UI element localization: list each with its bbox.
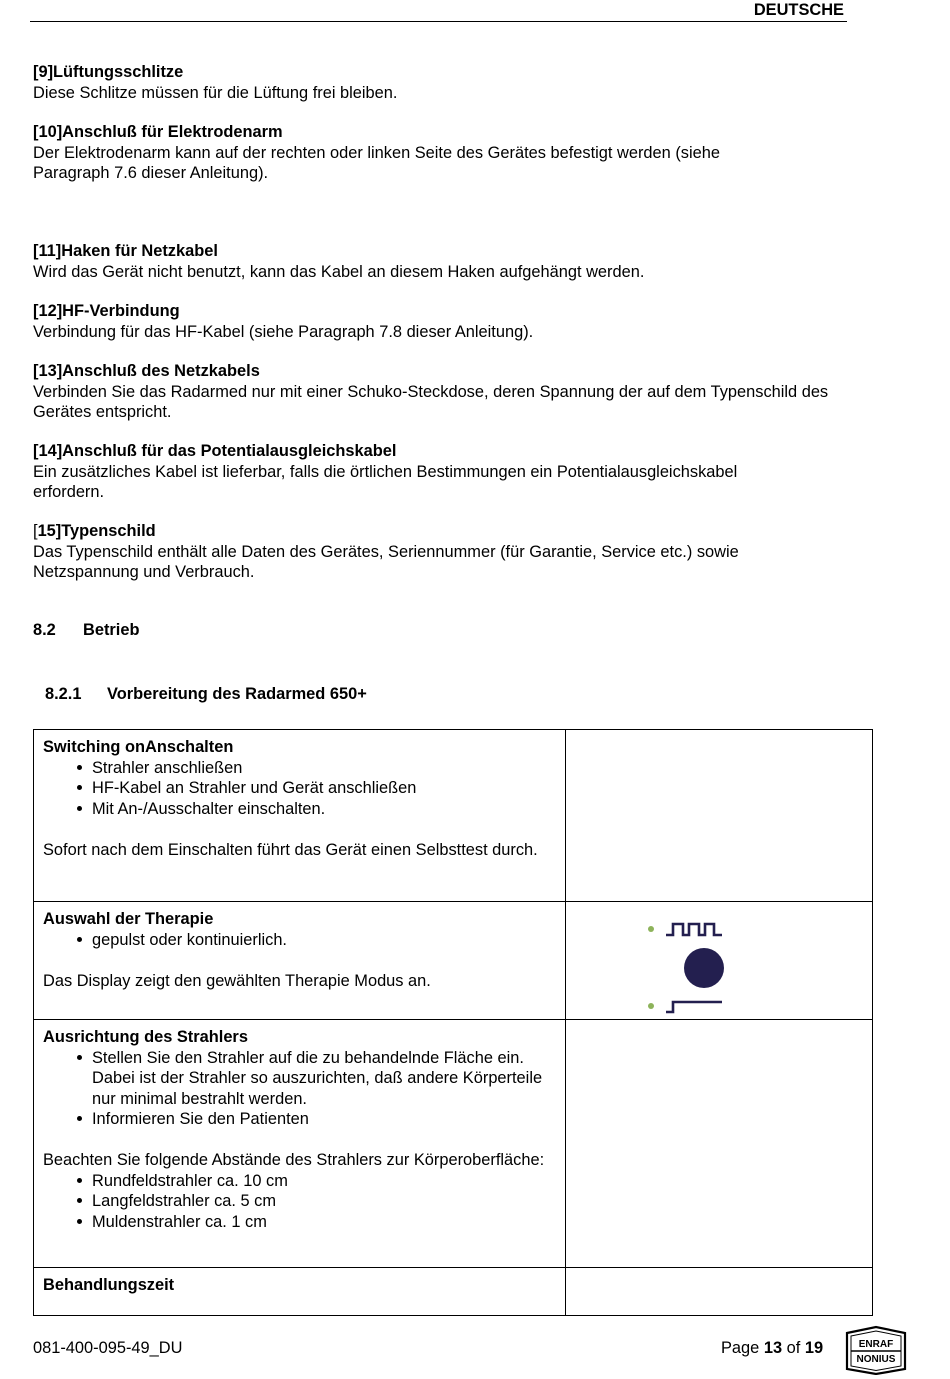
pulsed-indicator-dot: [648, 926, 654, 932]
list-item: Mit An-/Ausschalter einschalten.: [43, 799, 556, 820]
section-text: Ein zusätzliches Kabel ist lieferbar, falls die örtlichen Bestimmungen ein Potentialausgleichskabel erfordern.: [33, 462, 738, 501]
table-cell-image: [566, 1020, 873, 1268]
heading-preparation: [45, 684, 367, 705]
section-text: Das Typenschild enthält alle Daten des Gerätes, Seriennummer (für Garantie, Service etc.) sowie Netzspannung und Verbrauch.: [33, 542, 739, 581]
section-title: [14]Anschluß für das Potentialausgleichskabel: [33, 442, 397, 460]
page-total: 19: [804, 1339, 824, 1357]
section-title: [12]HF-Verbindung: [33, 302, 180, 320]
section-title: [9]Lüftungsschlitze: [33, 63, 184, 81]
table-cell: [34, 1268, 566, 1316]
page-middle: of: [782, 1339, 805, 1357]
logo-line2: NONIUS: [856, 1354, 896, 1365]
section-text: Wird das Gerät nicht benutzt, kann das Kabel an diesem Haken aufgehängt werden.: [33, 262, 645, 281]
row-note: Das Display zeigt den gewählten Therapie Modus an.: [43, 971, 431, 990]
section-electrode-arm: [33, 122, 793, 184]
list-item: HF-Kabel an Strahler und Gerät anschließen: [43, 778, 556, 799]
footer-page-number: [721, 1338, 823, 1359]
section-title-bracket: [: [33, 522, 38, 540]
row-title: Behandlungszeit: [43, 1276, 175, 1294]
section-title: [13]Anschluß des Netzkabels: [33, 362, 260, 380]
heading-number: 8.2.1: [45, 685, 82, 703]
list-item: Muldenstrahler ca. 1 cm: [43, 1212, 556, 1233]
table-row: [34, 1268, 873, 1316]
list-item: Strahler anschließen: [43, 758, 556, 779]
list-item: Rundfeldstrahler ca. 10 cm: [43, 1171, 556, 1192]
row-note: Beachten Sie folgende Abstände des Strahlers zur Körperoberfläche:: [43, 1151, 545, 1169]
enraf-nonius-logo: [843, 1325, 909, 1375]
table-cell-image: [566, 730, 873, 902]
section-text: Der Elektrodenarm kann auf der rechten oder linken Seite des Gerätes befestigt werden (siehe Paragraph 7.6 dieser Anleitung).: [33, 143, 720, 182]
section-text: Verbinden Sie das Radarmed nur mit einer Schuko-Steckdose, deren Spannung der auf dem Typenschild des Gerätes entspricht.: [33, 382, 829, 421]
section-title: [11]Haken für Netzkabel: [33, 242, 218, 260]
table-row: [34, 902, 873, 1020]
instruction-table: [33, 729, 873, 1316]
header-rule: [30, 21, 847, 22]
list-item: Stellen Sie den Strahler auf die zu behandelnde Fläche ein. Dabei ist der Strahler so auszurichten, daß andere Körperteile nur minimal bestrahlt werden.: [43, 1048, 556, 1110]
section-title: [10]Anschluß für Elektrodenarm: [33, 123, 283, 141]
table-cell: [34, 902, 566, 1020]
continuous-wave-icon: [666, 1002, 722, 1012]
section-title-text: 15]Typenschild: [37, 522, 156, 540]
section-type-plate: [33, 521, 793, 583]
heading-number: 8.2: [33, 621, 56, 639]
page-current: 13: [763, 1339, 783, 1357]
row-note: Sofort nach dem Einschalten führt das Gerät einen Selbsttest durch.: [43, 840, 538, 859]
table-cell-image: [566, 1268, 873, 1316]
mode-indicator-light: [684, 948, 724, 988]
table-row: [34, 730, 873, 902]
bullet-list: [43, 1171, 556, 1233]
footer-document-code: 081-400-095-49_DU: [33, 1339, 183, 1357]
pulsed-wave-icon: [666, 924, 722, 935]
list-item: gepulst oder kontinuierlich.: [43, 930, 556, 951]
section-equipotential-cable: [33, 441, 793, 503]
heading-operation: [33, 620, 139, 641]
list-item: Informieren Sie den Patienten: [43, 1109, 556, 1130]
heading-title: Betrieb: [83, 621, 140, 639]
bullet-list: [43, 1048, 556, 1130]
section-title: [33, 521, 793, 542]
page-prefix: Page: [721, 1339, 764, 1357]
list-item: Langfeldstrahler ca. 5 cm: [43, 1191, 556, 1212]
logo-line1: ENRAF: [858, 1339, 894, 1350]
section-text: Verbindung für das HF-Kabel (siehe Paragraph 7.8 dieser Anleitung).: [33, 322, 534, 341]
section-text: Diese Schlitze müssen für die Lüftung frei bleiben.: [33, 83, 398, 102]
row-title: Switching onAnschalten: [43, 738, 234, 756]
continuous-indicator-dot: [648, 1003, 654, 1009]
row-title: Auswahl der Therapie: [43, 910, 214, 928]
section-power-cable: [33, 361, 853, 423]
table-cell-image: [566, 902, 873, 1020]
bullet-list: [43, 930, 556, 951]
heading-title: Vorbereitung des Radarmed 650+: [107, 685, 367, 703]
section-cable-hook: [33, 241, 863, 282]
bullet-list: [43, 758, 556, 820]
row-title: Ausrichtung des Strahlers: [43, 1028, 248, 1046]
table-cell: [34, 1020, 566, 1268]
header-language: DEUTSCHE: [753, 1, 844, 19]
table-row: [34, 1020, 873, 1268]
therapy-mode-icon: [646, 916, 736, 1016]
section-hf-connection: [33, 301, 863, 342]
section-ventilation-slots: [33, 62, 863, 103]
table-cell: [34, 730, 566, 902]
